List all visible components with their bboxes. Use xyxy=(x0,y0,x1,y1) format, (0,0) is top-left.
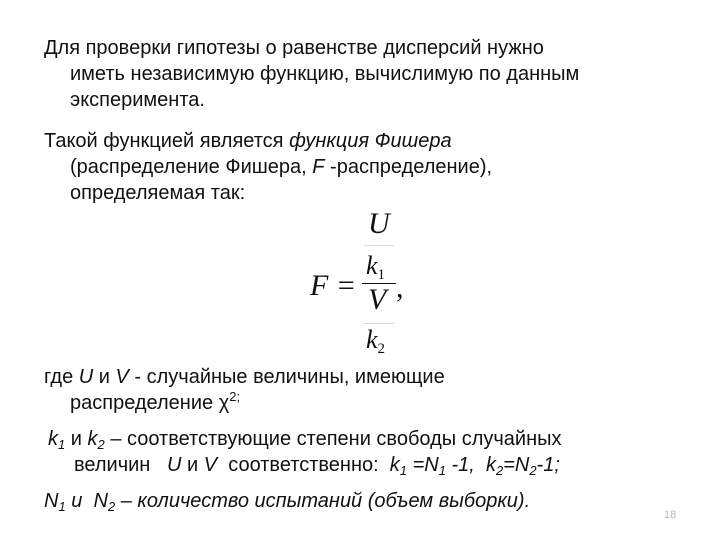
variable-U: U xyxy=(167,454,182,476)
text-fragment: величин xyxy=(74,454,168,476)
variable-k1 xyxy=(48,428,65,450)
text-fragment: и xyxy=(65,490,94,512)
text-line xyxy=(44,488,530,514)
text-line xyxy=(44,128,492,154)
text-line xyxy=(48,426,562,452)
formula-lhs: F = xyxy=(310,269,357,302)
text-line xyxy=(48,452,562,478)
var-letter: k xyxy=(389,454,400,476)
text-line: определяемая так: xyxy=(70,182,246,204)
page-number: 18 xyxy=(664,509,677,521)
text-fragment: соответственно: xyxy=(217,454,390,476)
paragraph-variables xyxy=(44,364,445,416)
subscript: 2 xyxy=(495,463,504,478)
variable-V: V xyxy=(115,366,129,388)
formula-comma: , xyxy=(396,271,404,304)
paragraph-degrees-of-freedom xyxy=(48,426,562,478)
eq-fragment: -1, xyxy=(445,454,486,476)
paragraph-hypothesis-intro xyxy=(44,35,579,113)
variable-U: U xyxy=(78,366,94,388)
subscript: 2 xyxy=(529,463,537,478)
formula-k: k xyxy=(366,251,378,280)
fraction-bar xyxy=(364,245,394,246)
subscript: 2 xyxy=(97,437,105,452)
text-fragment: – соответствующие степени свободы случайных xyxy=(104,428,562,450)
formula-subscript: 2 xyxy=(377,341,386,357)
equation-k1 xyxy=(390,454,486,476)
formula-U: U xyxy=(368,207,390,240)
eq-fragment: =N xyxy=(503,454,530,476)
text-line: Для проверки гипотезы о равенстве дисперсий нужно xyxy=(44,37,544,59)
subscript: 1 xyxy=(399,463,408,478)
text-fragment: (распределение Фишера, xyxy=(70,156,313,178)
subscript: 2 xyxy=(107,499,116,514)
text-line xyxy=(44,364,445,390)
text-line: иметь независимую функцию, вычислимую по данным xyxy=(70,63,580,85)
text-fragment: – количество испытаний (объем выборки). xyxy=(115,490,531,512)
formula-k2 xyxy=(366,325,385,355)
formula-k: k xyxy=(366,325,378,354)
text-fragment: где xyxy=(44,366,79,388)
variable-F: F xyxy=(312,156,325,178)
text-line xyxy=(44,390,445,416)
text-fragment: и xyxy=(181,454,204,476)
text-fragment: распределение χ xyxy=(70,392,230,414)
text-fragment: Такой функцией является xyxy=(44,130,290,152)
text-line: эксперимента. xyxy=(70,89,205,111)
paragraph-sample-size xyxy=(44,488,530,514)
var-letter: N xyxy=(93,490,108,512)
eq-fragment: =N xyxy=(407,454,439,476)
subscript: 1 xyxy=(438,463,446,478)
superscript-punct: ; xyxy=(236,389,241,404)
var-letter: k xyxy=(48,428,58,450)
var-letter: k xyxy=(87,428,98,450)
equation-k2 xyxy=(486,454,560,476)
subscript: 1 xyxy=(58,437,66,452)
text-line xyxy=(44,154,492,180)
superscript: 2 xyxy=(229,389,237,404)
variable-k2 xyxy=(88,428,105,450)
variable-V: V xyxy=(203,454,218,476)
text-fragment: -распределение), xyxy=(324,156,493,178)
text-fragment: и xyxy=(93,366,116,388)
text-fragment: и xyxy=(65,428,88,450)
fisher-function-term: функция Фишера xyxy=(289,130,452,152)
eq-fragment: -1; xyxy=(536,454,560,476)
paragraph-fisher-function xyxy=(44,128,492,206)
var-letter: k xyxy=(485,454,496,476)
formula-k1 xyxy=(366,251,385,281)
formula-V: V xyxy=(368,283,387,316)
fisher-formula xyxy=(300,205,430,365)
subscript: 1 xyxy=(58,499,66,514)
fraction-bar xyxy=(364,323,394,324)
formula-subscript: 1 xyxy=(377,267,386,283)
var-letter: N xyxy=(44,490,59,512)
text-fragment: - случайные величины, имеющие xyxy=(128,366,445,388)
